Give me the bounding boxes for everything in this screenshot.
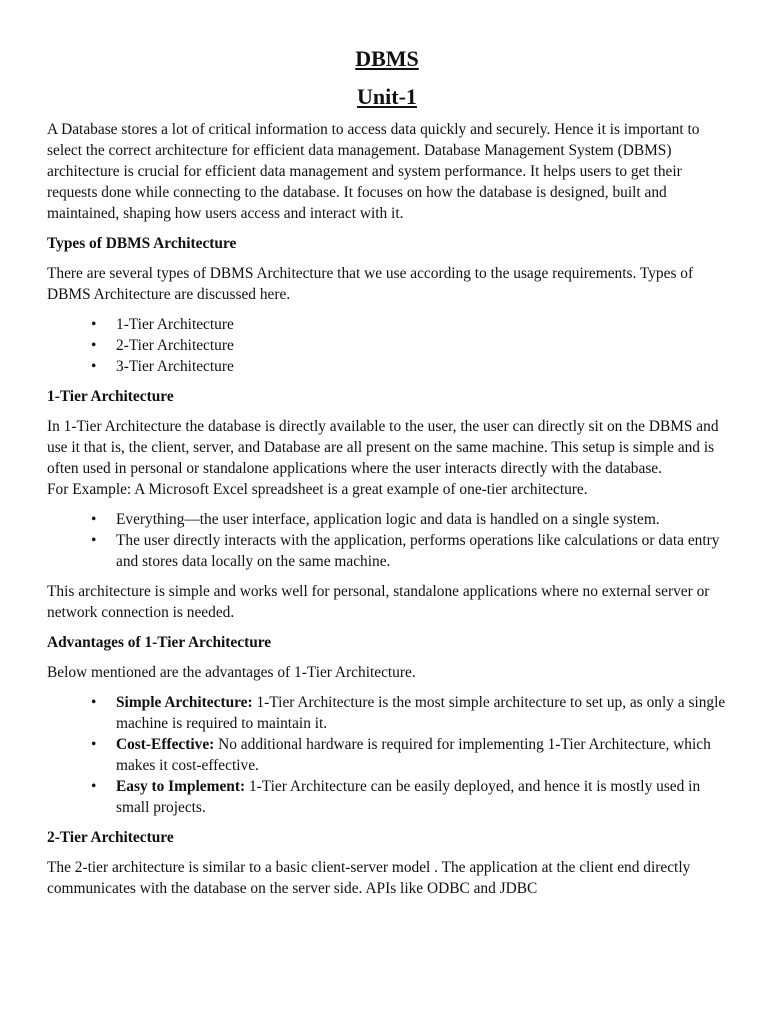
doc-title: DBMS bbox=[355, 46, 419, 71]
advantage-text: 1-Tier Architecture can be easily deployed, and hence it is mostly used in small projects. bbox=[116, 778, 701, 816]
list-item: • 1-Tier Architecture bbox=[116, 314, 727, 335]
types-heading: Types of DBMS Architecture bbox=[47, 235, 237, 252]
list-item: • 2-Tier Architecture bbox=[116, 335, 727, 356]
list-item: • Everything—the user interface, application logic and data is handled on a single system. bbox=[116, 509, 727, 530]
document-page bbox=[47, 40, 727, 908]
tier1-paragraph: In 1-Tier Architecture the database is directly available to the user, the user can directly sit on the DBMS and use it that is, the client, server, and Database are all present on the same machine. This setup is simple and is often used in personal or standalone applications where the user interacts directly with the database. bbox=[47, 418, 719, 477]
tier2-paragraph: The 2-tier architecture is similar to a basic client-server model . The application at the client end directly communicates with the database on the server side. APIs like ODBC and JDBC bbox=[47, 859, 691, 897]
intro-paragraph: A Database stores a lot of critical information to access data quickly and securely. Hence it is important to select the correct architecture for efficient data management. Database Management System (DBMS) architecture is crucial for efficient data management and system performance. It helps users to get their requests done while connecting to the database. It focuses on how the database is designed, built and maintained, shaping how users access and interact with it. bbox=[47, 121, 700, 222]
unit-title: Unit-1 bbox=[357, 84, 417, 109]
list-item: • 3-Tier Architecture bbox=[116, 356, 727, 377]
tier2-heading: 2-Tier Architecture bbox=[47, 829, 174, 846]
tier1-points-list bbox=[47, 509, 727, 572]
advantage-text: No additional hardware is required for implementing 1-Tier Architecture, which makes it cost-effective. bbox=[116, 736, 711, 774]
tier1-example: For Example: A Microsoft Excel spreadsheet is a great example of one-tier architecture. bbox=[47, 481, 588, 498]
list-item bbox=[116, 734, 727, 776]
advantages-heading: Advantages of 1-Tier Architecture bbox=[47, 634, 272, 651]
tier1-heading: 1-Tier Architecture bbox=[47, 388, 174, 405]
advantage-term: Cost-Effective: bbox=[116, 736, 215, 753]
list-item bbox=[116, 692, 727, 734]
advantage-term: Easy to Implement: bbox=[116, 778, 246, 795]
advantage-text: 1-Tier Architecture is the most simple architecture to set up, as only a single machine is required to maintain it. bbox=[116, 694, 726, 732]
tier1-summary: This architecture is simple and works well for personal, standalone applications where no external server or network connection is needed. bbox=[47, 583, 710, 621]
list-item bbox=[116, 776, 727, 818]
types-intro-paragraph: There are several types of DBMS Architecture that we use according to the usage requirements. Types of DBMS Architecture are discussed here. bbox=[47, 265, 694, 303]
advantage-term: Simple Architecture: bbox=[116, 694, 253, 711]
advantages-list bbox=[47, 692, 727, 818]
types-list bbox=[47, 314, 727, 377]
list-item: • The user directly interacts with the application, performs operations like calculations or data entry and stores data locally on the same machine. bbox=[116, 530, 727, 572]
advantages-intro: Below mentioned are the advantages of 1-Tier Architecture. bbox=[47, 664, 416, 681]
